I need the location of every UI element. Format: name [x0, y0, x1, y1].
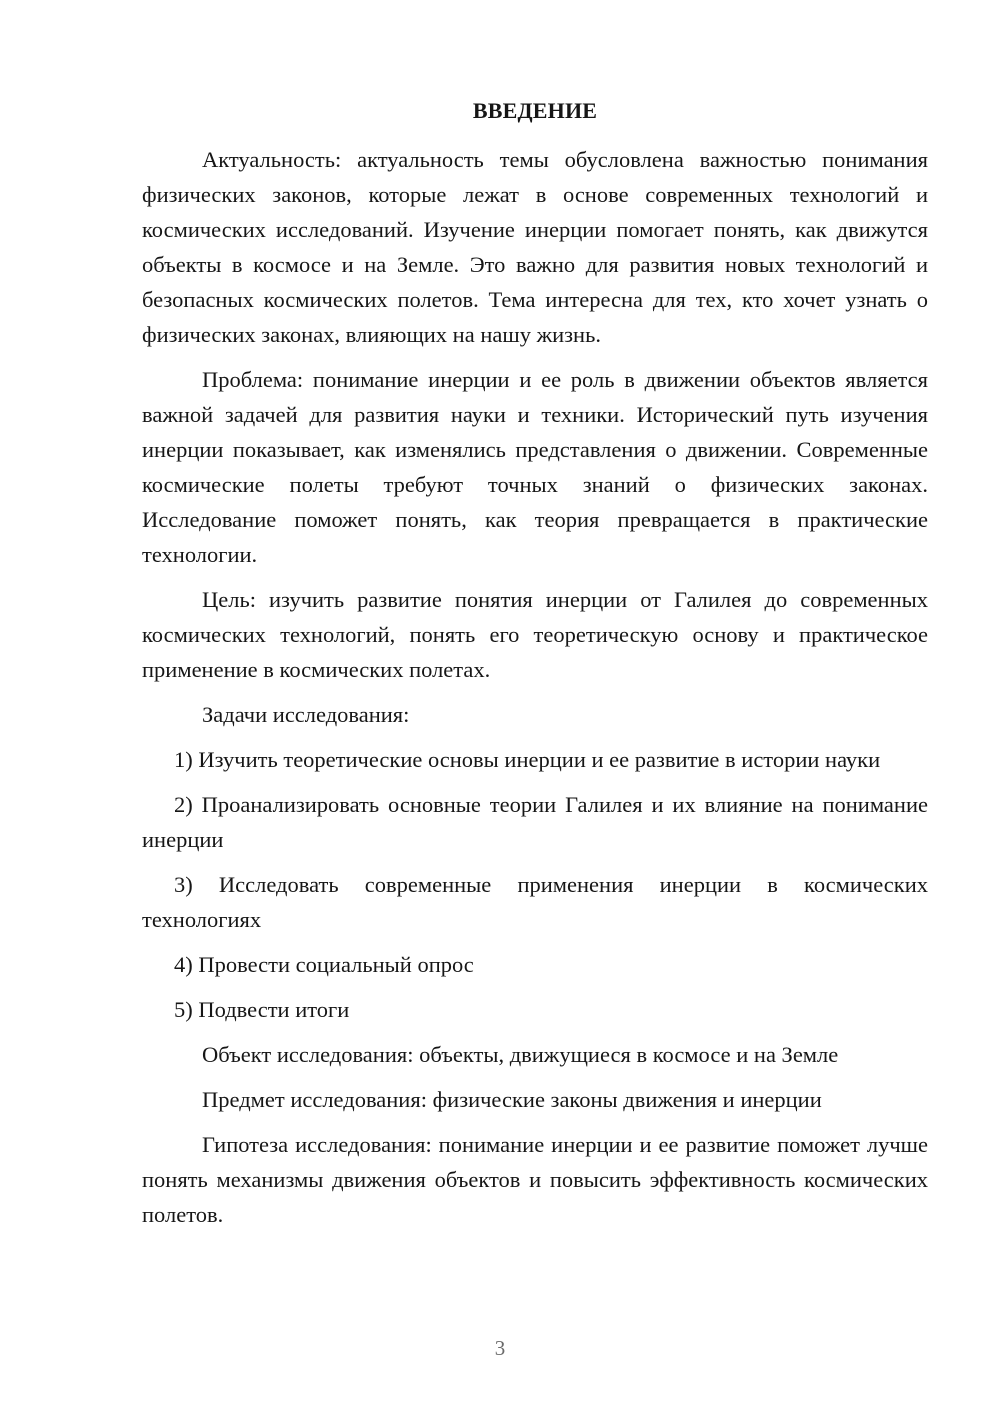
tasks-heading: Задачи исследования:: [202, 702, 410, 727]
document-body: [142, 142, 928, 1242]
task-item-3: 3) Исследовать современные применения инерции в космических технологиях: [142, 872, 928, 932]
task-item-4: 4) Провести социальный опрос: [174, 952, 474, 977]
page-number: 3: [494, 1336, 506, 1360]
hypothesis-paragraph: Гипотеза исследования: понимание инерции и ее развитие поможет лучше понять механизмы движения объектов и повысить эффективность космических полетов.: [142, 1132, 928, 1227]
task-item-2: 2) Проанализировать основные теории Галилея и их влияние на понимание инерции: [142, 792, 928, 852]
subject-paragraph: Предмет исследования: физические законы движения и инерции: [202, 1087, 822, 1112]
goal-paragraph: Цель: изучить развитие понятия инерции от Галилея до современных космических технологий, понять его теоретическую основу и практическое применение в космических полетах.: [142, 587, 928, 682]
task-item-5: 5) Подвести итоги: [174, 997, 350, 1022]
problem-paragraph: Проблема: понимание инерции и ее роль в движении объектов является важной задачей для развития науки и техники. Исторический путь изучения инерции показывает, как изменялись представления о движении. Современные космические полеты требуют точных знаний о физических законах. Исследование поможет понять, как теория превращается в практические технологии.: [142, 367, 928, 567]
section-title: ВВЕДЕНИЕ: [472, 98, 598, 123]
object-paragraph: Объект исследования: объекты, движущиеся в космосе и на Земле: [202, 1042, 839, 1067]
task-item-1: 1) Изучить теоретические основы инерции и ее развитие в истории науки: [174, 747, 881, 772]
relevance-paragraph: Актуальность: актуальность темы обусловлена важностью понимания физических законов, которые лежат в основе современных технологий и космических исследований. Изучение инерции помогает понять, как движутся объекты в космосе и на Земле. Это важно для развития новых технологий и безопасных космических полетов. Тема интересна для тех, кто хочет узнать о физических законах, влияющих на нашу жизнь.: [142, 147, 928, 347]
